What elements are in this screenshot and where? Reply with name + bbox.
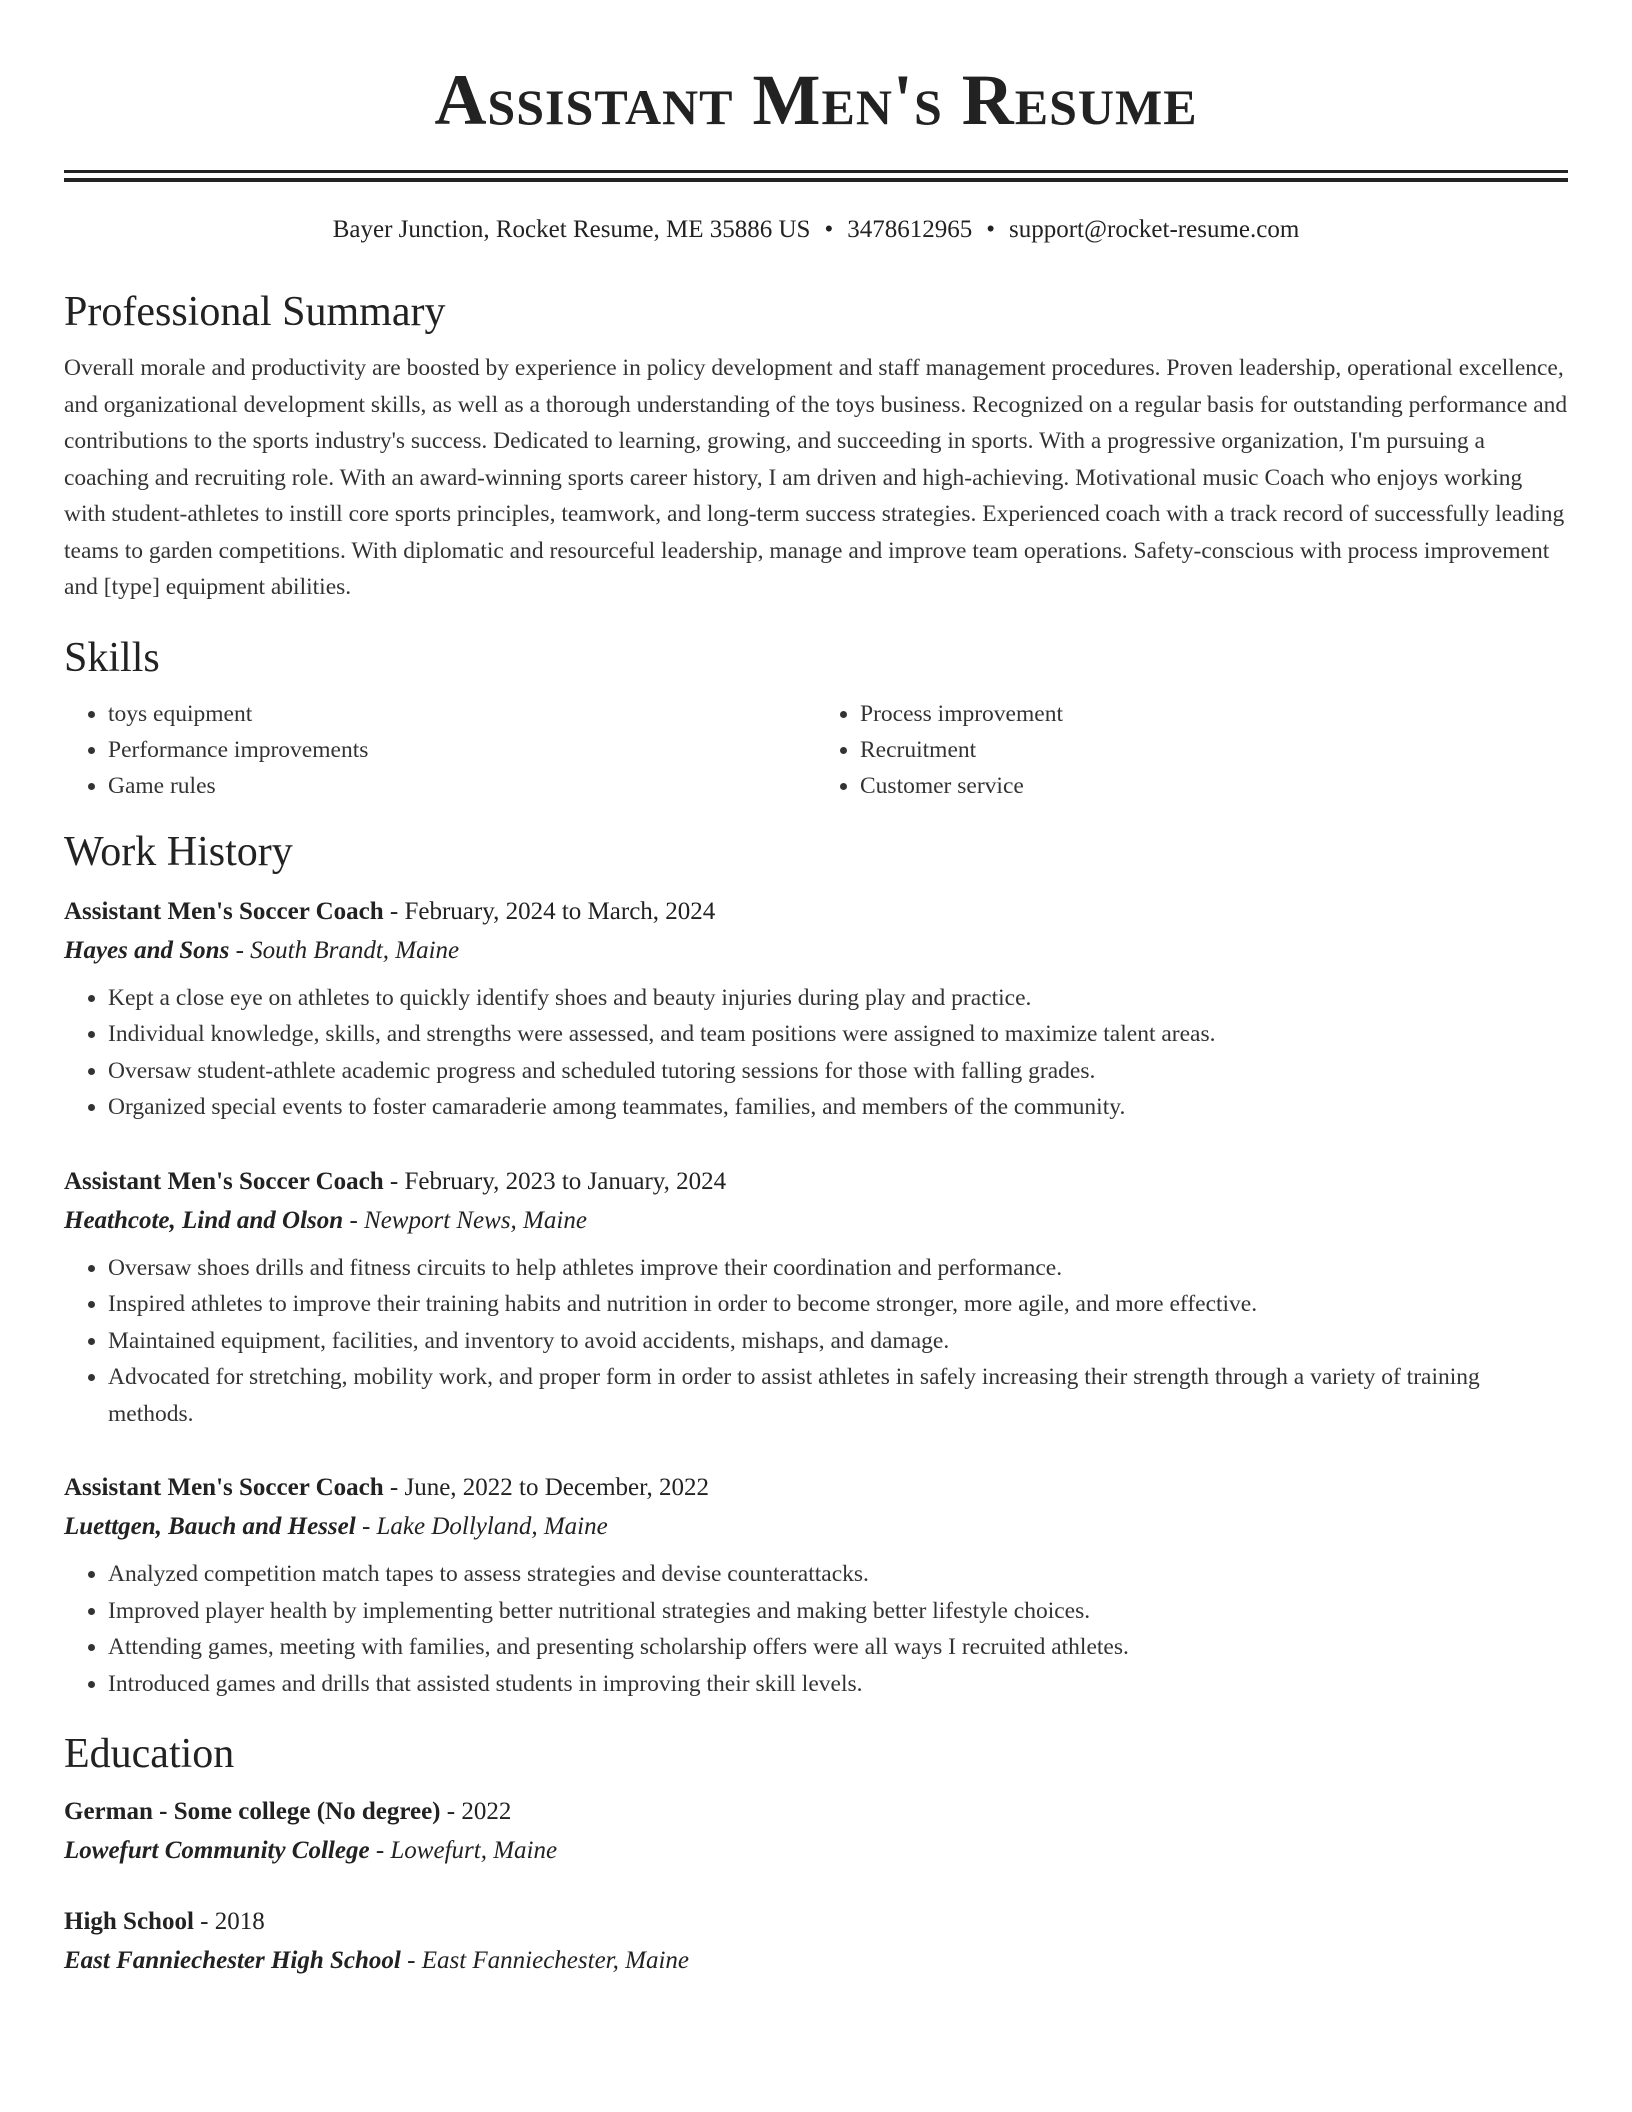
- education-year: - 2022: [440, 1798, 512, 1825]
- education-entry: [64, 1902, 1568, 1980]
- contact-separator: •: [824, 216, 834, 243]
- job-dates: - February, 2024 to March, 2024: [383, 897, 716, 925]
- job-title-line: [64, 892, 1568, 931]
- job-bullet: • Attending games, meeting with families, and presenting scholarship offers were all ways I recruited athletes.: [108, 1629, 1568, 1666]
- job-bullet: • Oversaw shoes drills and fitness circuits to help athletes improve their coordination and performance.: [108, 1250, 1568, 1287]
- job-bullet: • Oversaw student-athlete academic progress and scheduled tutoring sessions for those with falling grades.: [108, 1053, 1568, 1090]
- education-entry: [64, 1792, 1568, 1870]
- school-line: [64, 1831, 1568, 1870]
- skill-item: • toys equipment: [108, 696, 816, 732]
- contact-line: [64, 212, 1568, 248]
- employer-location: - Lake Dollyland, Maine: [355, 1513, 608, 1540]
- school-name: Lowefurt Community College: [64, 1837, 370, 1864]
- employer-line: [64, 1201, 1568, 1240]
- employer-location: - Newport News, Maine: [343, 1206, 587, 1234]
- job-title-line: [64, 1162, 1568, 1201]
- job-bullet: • Individual knowledge, skills, and strengths were assessed, and team positions were assigned to maximize talent areas.: [108, 1016, 1568, 1053]
- resume-name: Assistant Men's Resume: [434, 60, 1198, 140]
- summary-heading: Professional Summary: [64, 289, 446, 335]
- skill-item: • Recruitment: [860, 732, 1568, 768]
- job-dates: - February, 2023 to January, 2024: [383, 1167, 727, 1195]
- contact-phone: 3478612965: [847, 216, 973, 243]
- contact-email: support@rocket-resume.com: [1008, 216, 1300, 243]
- degree-line: [64, 1792, 1568, 1831]
- degree-line: [64, 1902, 1568, 1941]
- job-bullet: • Introduced games and drills that assisted students in improving their skill levels.: [108, 1666, 1568, 1703]
- job-bullet: • Kept a close eye on athletes to quickly identify shoes and beauty injuries during play and practice.: [108, 980, 1568, 1017]
- skills-column-left: [64, 696, 816, 804]
- job-bullet: • Improved player health by implementing better nutritional strategies and making better lifestyle choices.: [108, 1593, 1568, 1630]
- employer-name: Luettgen, Bauch and Hessel: [64, 1513, 356, 1540]
- job-title-line: [64, 1468, 1568, 1507]
- summary-text: Overall morale and productivity are boosted by experience in policy development and staff management procedures. Proven leadership, operational excellence, and organizational development skills, as well as a thorough understanding of the toys business. Recognized on a regular basis for outstanding performance and contributions to the sports industry's success. Dedicated to learning, growing, and succeeding in sports. With a progressive organization, I'm pursuing a coaching and recruiting role. With an award-winning sports career history, I am driven and high-achieving. Motivational music Coach who enjoys working with student-athletes to instill core sports principles, teamwork, and long-term success strategies. Experienced coach with a track record of successfully leading teams to garden competitions. With diplomatic and resourceful leadership, manage and improve team operations. Safety-conscious with process improvement and [type] equipment abilities.: [64, 355, 1568, 600]
- job-bullet: • Advocated for stretching, mobility work, and proper form in order to assist athletes in safely increasing their strength through a variety of training methods.: [108, 1359, 1568, 1432]
- job-bullet: • Analyzed competition match tapes to assess strategies and devise counterattacks.: [108, 1556, 1568, 1593]
- skill-item: • Performance improvements: [108, 732, 816, 768]
- work-history-heading: Work History: [64, 828, 293, 875]
- school-location: - Lowefurt, Maine: [369, 1837, 558, 1864]
- job-bullet: • Inspired athletes to improve their training habits and nutrition in order to become stronger, more agile, and more effective.: [108, 1286, 1568, 1323]
- school-location: - East Fanniechester, Maine: [400, 1947, 689, 1974]
- contact-address: Bayer Junction, Rocket Resume, ME 35886 US: [332, 216, 811, 243]
- school-line: [64, 1941, 1568, 1980]
- job-title: Assistant Men's Soccer Coach: [64, 1474, 384, 1501]
- skill-item: • Process improvement: [860, 696, 1568, 732]
- degree: German - Some college (No degree): [64, 1798, 441, 1825]
- skills-heading: Skills: [64, 634, 160, 681]
- skill-item: • Game rules: [108, 768, 816, 804]
- employer-line: [64, 1507, 1568, 1546]
- job-entry: [64, 1468, 1568, 1702]
- school-name: East Fanniechester High School: [64, 1947, 401, 1974]
- skill-item: • Customer service: [860, 768, 1568, 804]
- job-entry: [64, 892, 1568, 1126]
- employer-name: Hayes and Sons: [64, 936, 230, 964]
- degree: High School: [64, 1908, 194, 1935]
- job-title: Assistant Men's Soccer Coach: [64, 897, 384, 925]
- contact-separator: •: [986, 216, 995, 243]
- job-dates: - June, 2022 to December, 2022: [383, 1474, 709, 1501]
- education-heading: Education: [64, 1731, 235, 1777]
- job-entry: [64, 1162, 1568, 1433]
- skills-list: [64, 696, 1568, 804]
- header-double-rule: [64, 170, 1568, 182]
- skills-column-right: [816, 696, 1568, 804]
- employer-location: - South Brandt, Maine: [229, 936, 460, 964]
- education-year: - 2018: [193, 1908, 265, 1935]
- job-title: Assistant Men's Soccer Coach: [64, 1167, 384, 1195]
- job-bullet: • Organized special events to foster camaraderie among teammates, families, and members of the community.: [108, 1089, 1568, 1126]
- job-bullet: • Maintained equipment, facilities, and inventory to avoid accidents, mishaps, and damage.: [108, 1323, 1568, 1360]
- employer-line: [64, 931, 1568, 970]
- job-bullets: [64, 1556, 1568, 1702]
- job-bullets: [64, 1250, 1568, 1433]
- employer-name: Heathcote, Lind and Olson: [64, 1206, 344, 1234]
- job-bullets: [64, 980, 1568, 1126]
